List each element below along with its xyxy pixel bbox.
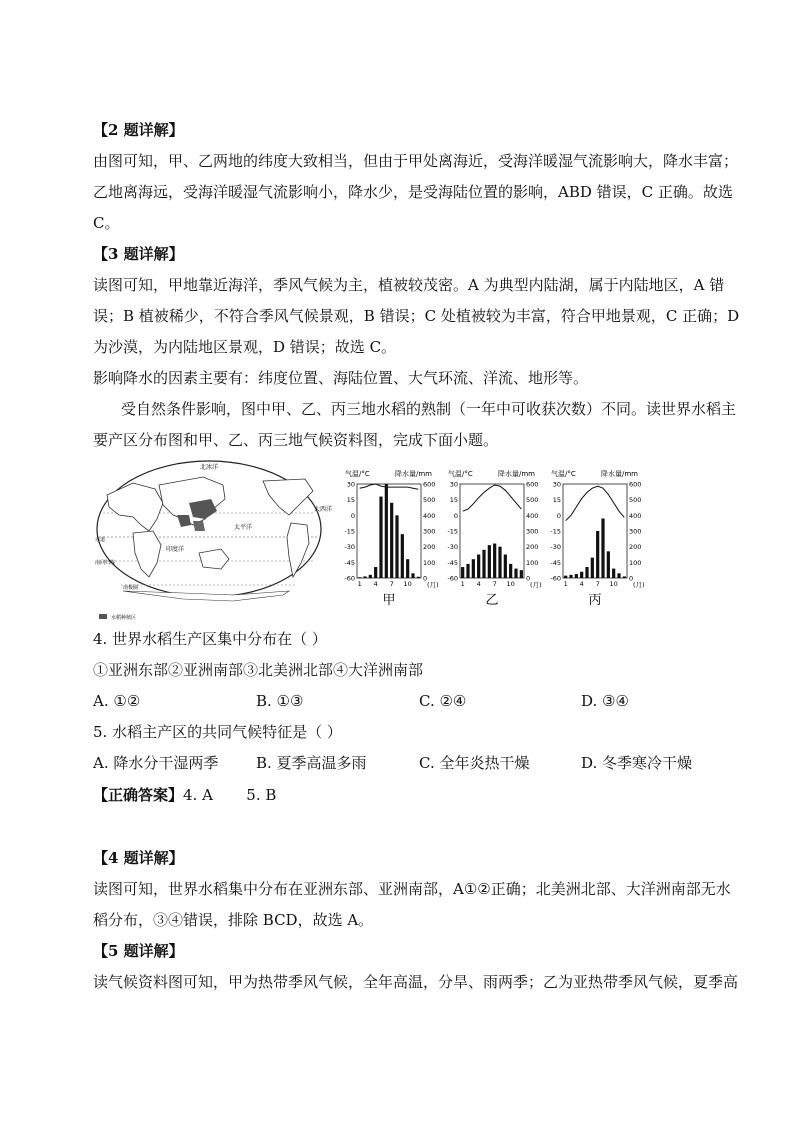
- chart-2-temp-tick: 30: [552, 480, 561, 489]
- world-rice-map: [93, 459, 347, 624]
- chart-1-temp-label: 气温/°C: [448, 470, 473, 478]
- chart-2-precip-bar: [596, 531, 599, 578]
- chart-1-temp-tick: 30: [449, 480, 458, 489]
- chart-0-precip-bar: [374, 567, 377, 578]
- chart-0-precip-tick: 600: [423, 480, 436, 489]
- chart-2-frame: [563, 484, 627, 578]
- map-label-pacific: 太平洋: [233, 524, 253, 531]
- chart-0-temp-tick: 0: [350, 511, 355, 520]
- q5-detail-line-1: 读气候资料图可知，甲为热带季风气候，全年高温，分旱、雨两季；乙为亚热带季风气候，夏季高: [93, 973, 739, 991]
- chart-2-precip-tick: 600: [629, 480, 642, 489]
- chart-1-month-tick: 1: [460, 580, 465, 588]
- chart-2-month-tick: 10: [609, 580, 618, 588]
- q5-detail-heading: 【5 题详解】: [93, 942, 184, 960]
- chart-1-precip-tick: 600: [526, 480, 539, 489]
- chart-1-temp-tick: -15: [447, 527, 458, 536]
- q5-option-d[interactable]: D. 冬季寒冷干燥: [581, 754, 693, 772]
- chart-2-precip-bar: [575, 574, 578, 578]
- chart-0-temp-tick: 30: [346, 480, 355, 489]
- chart-0-temp-tick: -15: [344, 527, 355, 536]
- q2-heading: 【2 题详解】: [93, 121, 184, 139]
- chart-0-precip-bar: [363, 576, 366, 578]
- chart-1-precip-tick: 400: [526, 511, 539, 520]
- chart-0-precip-tick: 0: [423, 574, 428, 583]
- chart-1-precip-tick: 500: [526, 496, 539, 505]
- chart-1-precip-bar: [509, 564, 512, 578]
- answer-text: 4. A 5. B: [183, 786, 277, 804]
- chart-2-temp-tick: -15: [550, 527, 561, 536]
- chart-0-temp-tick: -45: [344, 558, 355, 567]
- chart-1-month-unit: (月): [530, 581, 542, 589]
- chart-0-temp-label: 气温/°C: [345, 470, 370, 478]
- chart-2-temp-label: 气温/°C: [551, 470, 576, 478]
- chart-2-precip-tick: 500: [629, 496, 642, 505]
- chart-1-precip-bar: [472, 559, 475, 578]
- q3-line-2: 误；B 植被稀少，不符合季风气候景观，B 错误；C 处植被较为丰富，符合甲地景观，C 正确；D: [93, 307, 740, 325]
- chart-0-month-tick: 4: [373, 580, 378, 588]
- chart-2-precip-tick: 0: [629, 574, 634, 583]
- q4-detail-heading: 【4 题详解】: [93, 849, 184, 867]
- chart-0-precip-tick: 100: [423, 558, 436, 567]
- chart-1-month-tick: 4: [476, 580, 481, 588]
- chart-0-precip-tick: 200: [423, 543, 436, 552]
- chart-0-temp-tick: -60: [344, 574, 355, 583]
- chart-2-precip-bar: [617, 573, 620, 578]
- q4-stem: 4. 世界水稻生产区集中分布在（ ）: [93, 630, 327, 648]
- chart-2-precip-bar: [607, 551, 610, 578]
- chart-2-precip-bar: [564, 576, 567, 578]
- chart-1-precip-bar: [477, 555, 480, 579]
- chart-1-precip-bar: [514, 569, 517, 578]
- chart-0-temp-tick: -30: [344, 543, 355, 552]
- chart-2-temp-tick: -45: [550, 558, 561, 567]
- chart-1-precip-bar: [498, 547, 501, 578]
- chart-1-precip-bar: [493, 544, 496, 578]
- chart-0-precip-label: 降水量/mm: [395, 470, 432, 478]
- chart-0-month-tick: 7: [389, 580, 394, 588]
- rice-area-southeast-asia: [193, 521, 205, 531]
- chart-1-frame: [460, 484, 524, 578]
- chart-2-precip-bar: [585, 567, 588, 578]
- chart-2-temp-tick: 15: [552, 496, 561, 505]
- chart-1-precip-bar: [461, 567, 464, 578]
- chart-1-month-tick: 10: [506, 580, 515, 588]
- answer-label: 【正确答案】: [93, 786, 184, 804]
- chart-0-precip-bar: [358, 577, 361, 578]
- chart-1-precip-bar: [466, 564, 469, 578]
- chart-1-temp-tick: -30: [447, 543, 458, 552]
- chart-1-precip-bar: [488, 545, 491, 578]
- q3-line-1: 读图可知，甲地靠近海洋，季风气候为主，植被较茂密。A 为典型内陆湖，属于内陆地区，A 错: [93, 276, 725, 294]
- chart-0-precip-bar: [369, 575, 372, 578]
- q4-option-b[interactable]: B. ①③: [256, 692, 304, 710]
- q5-option-b[interactable]: B. 夏季高温多雨: [256, 754, 367, 772]
- q5-option-c[interactable]: C. 全年炎热干燥: [419, 754, 530, 772]
- chart-2-precip-bar: [569, 575, 572, 578]
- chart-0-name: 甲: [382, 593, 396, 608]
- q5-stem: 5. 水稻主产区的共同气候特征是（ ）: [93, 723, 342, 741]
- chart-2-temp-line: [566, 486, 625, 520]
- chart-1-temp-line: [463, 485, 522, 511]
- chart-2-name: 丙: [588, 593, 602, 608]
- chart-1-precip-tick: 0: [526, 574, 531, 583]
- chart-2-temp-tick: -30: [550, 543, 561, 552]
- chart-1-temp-tick: 0: [453, 511, 458, 520]
- q2-line-1: 由图可知，甲、乙两地的纬度大致相当，但由于甲处离海近，受海洋暖湿气流影响大，降水丰富；: [93, 152, 739, 170]
- chart-2-precip-tick: 400: [629, 511, 642, 520]
- chart-1-temp-tick: -60: [447, 574, 458, 583]
- chart-0-temp-line: [360, 484, 419, 489]
- chart-1-temp-tick: 15: [449, 496, 458, 505]
- chart-0-month-unit: (月): [427, 581, 439, 589]
- chart-0-month-tick: 10: [403, 580, 412, 588]
- chart-2-precip-bar: [623, 576, 626, 578]
- map-label-tropic-capricorn: 南回归线: [95, 560, 116, 566]
- chart-1-precip-bar: [504, 555, 507, 579]
- chart-0-temp-tick: 15: [346, 496, 355, 505]
- chart-1-precip-tick: 300: [526, 527, 539, 536]
- chart-2-month-tick: 7: [595, 580, 600, 588]
- chart-2-precip-bar: [591, 558, 594, 578]
- chart-2-temp-tick: -60: [550, 574, 561, 583]
- chart-2-month-unit: (月): [633, 581, 645, 589]
- q3-heading: 【3 题详解】: [93, 245, 184, 263]
- chart-2-month-tick: 1: [563, 580, 568, 588]
- legend-rice-label: 水稻种植区: [111, 615, 137, 621]
- chart-2-precip-label: 降水量/mm: [601, 470, 638, 478]
- chart-1-name: 乙: [485, 593, 499, 608]
- chart-0-month-tick: 1: [357, 580, 362, 588]
- q3-line-4: 影响降水的因素主要有：纬度位置、海陆位置、大气环流、洋流、地形等。: [93, 369, 589, 387]
- chart-0-precip-bar: [401, 534, 404, 578]
- q4-option-d[interactable]: D. ③④: [581, 692, 629, 710]
- climate-charts: [343, 468, 663, 610]
- intro-line-1: 受自然条件影响，图中甲、乙、丙三地水稻的熟制（一年中可收获次数）不同。读世界水稻主: [121, 400, 737, 418]
- q4-detail-line-1: 读图可知，世界水稻集中分布在亚洲东部、亚洲南部，A①②正确；北美洲北部、大洋洲南部无水: [93, 880, 731, 898]
- chart-2-precip-bar: [580, 572, 583, 578]
- chart-2-precip-bar: [601, 518, 604, 578]
- answer-line: [93, 785, 276, 805]
- chart-1-precip-tick: 100: [526, 558, 539, 567]
- q4-option-a[interactable]: A. ①②: [93, 692, 141, 710]
- chart-1-precip-label: 降水量/mm: [498, 470, 535, 478]
- chart-2-month-tick: 4: [579, 580, 584, 588]
- chart-0-precip-tick: 500: [423, 496, 436, 505]
- chart-0-precip-bar: [390, 503, 393, 578]
- q2-line-2: 乙地离海远，受海洋暖湿气流影响小，降水少，是受海陆位置的影响，ABD 错误，C 正确。故选: [93, 183, 733, 201]
- map-label-arctic-ocean: 北冰洋: [199, 464, 219, 471]
- q4-detail-line-2: 稻分布，③④错误，排除 BCD，故选 A。: [93, 911, 374, 929]
- chart-1-month-tick: 7: [492, 580, 497, 588]
- chart-0-precip-bar: [406, 559, 409, 578]
- chart-2-precip-tick: 300: [629, 527, 642, 536]
- chart-0-precip-bar: [395, 515, 398, 578]
- intro-line-2: 要产区分布图和甲、乙、丙三地气候资料图，完成下面小题。: [93, 431, 499, 449]
- chart-0-precip-bar: [385, 484, 388, 578]
- map-label-equator: 赤道: [95, 537, 106, 543]
- q2-line-3: C。: [93, 214, 120, 232]
- chart-0-precip-tick: 400: [423, 511, 436, 520]
- chart-0-precip-tick: 300: [423, 527, 436, 536]
- map-label-atlantic: 大西洋: [313, 506, 333, 513]
- q5-option-a[interactable]: A. 降水分干湿两季: [93, 754, 219, 772]
- q4-items: ①亚洲东部②亚洲南部③北美洲北部④大洋洲南部: [93, 661, 424, 679]
- chart-1-temp-tick: -45: [447, 558, 458, 567]
- chart-0-precip-bar: [411, 573, 414, 578]
- chart-2-precip-tick: 100: [629, 558, 642, 567]
- legend-rice-swatch: [99, 614, 107, 619]
- chart-0-frame: [357, 484, 421, 578]
- chart-0-precip-bar: [379, 497, 382, 578]
- chart-0-precip-bar: [417, 577, 420, 578]
- chart-1-precip-bar: [520, 570, 523, 578]
- chart-2-precip-tick: 200: [629, 543, 642, 552]
- map-label-indian-ocean: 印度洋: [165, 546, 185, 553]
- chart-2-temp-tick: 0: [556, 511, 561, 520]
- chart-2-precip-bar: [612, 569, 615, 578]
- map-label-antarctic-circle: 南极圈: [123, 585, 139, 591]
- q4-option-c[interactable]: C. ②④: [419, 692, 467, 710]
- q3-line-3: 为沙漠，为内陆地区景观，D 错误；故选 C。: [93, 338, 397, 356]
- chart-1-precip-bar: [482, 550, 485, 578]
- chart-1-precip-tick: 200: [526, 543, 539, 552]
